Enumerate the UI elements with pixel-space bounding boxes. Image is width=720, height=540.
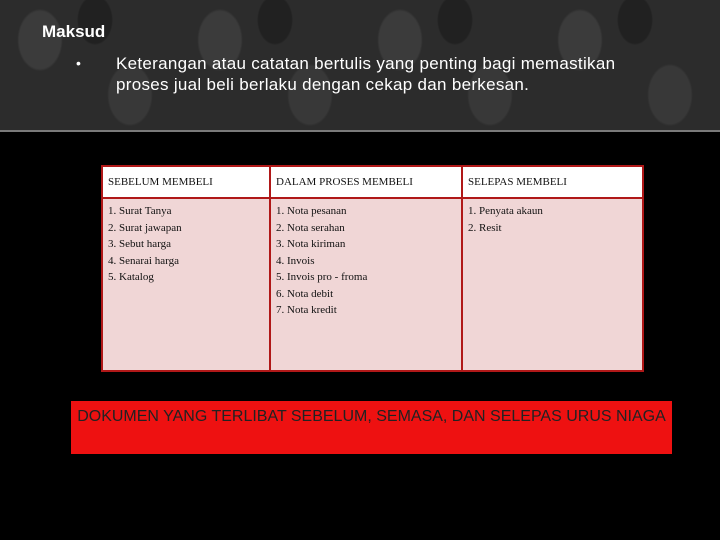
documents-table — [101, 165, 644, 372]
list-item: 3. Nota kiriman — [276, 238, 346, 250]
bullet-text: Keterangan atau catatan bertulis yang penting bagi memastikan proses jual beli berlaku dengan cekap dan berkesan. — [116, 54, 616, 94]
list-item: 2. Surat jawapan — [108, 221, 182, 234]
during-purchase-cell — [270, 198, 462, 371]
bullet-marker: • — [76, 55, 81, 71]
list-item: 1. Penyata akaun — [468, 205, 543, 217]
list-item: 2. Resit — [468, 221, 502, 234]
list-item: 2. Nota serahan — [276, 221, 345, 234]
header-after-purchase: SELEPAS MEMBELI — [462, 166, 643, 198]
caption-banner: DOKUMEN YANG TERLIBAT SEBELUM, SEMASA, DAN SELEPAS URUS NIAGA — [71, 401, 672, 454]
during-purchase-list — [276, 203, 456, 319]
list-item: 7. Nota kredit — [276, 304, 337, 316]
header-before-purchase: SEBELUM MEMBELI — [102, 166, 270, 198]
list-item: 5. Katalog — [108, 271, 154, 283]
slide-heading: Maksud — [42, 22, 106, 41]
header-during-purchase: DALAM PROSES MEMBELI — [270, 166, 462, 198]
after-purchase-cell — [462, 198, 643, 371]
list-item: 4. Senarai harga — [108, 254, 179, 267]
list-item: 6. Nota debit — [276, 287, 334, 300]
list-item: 5. Invois pro - froma — [276, 271, 368, 283]
list-item: 1. Surat Tanya — [108, 205, 172, 217]
table-body-row — [102, 198, 643, 371]
before-purchase-list — [108, 203, 264, 286]
list-item: 3. Sebut harga — [108, 238, 172, 250]
table-header-row — [102, 166, 643, 198]
before-purchase-cell — [102, 198, 270, 371]
list-item: 4. Invois — [276, 254, 315, 267]
after-purchase-list — [468, 203, 637, 236]
list-item: 1. Nota pesanan — [276, 205, 347, 217]
